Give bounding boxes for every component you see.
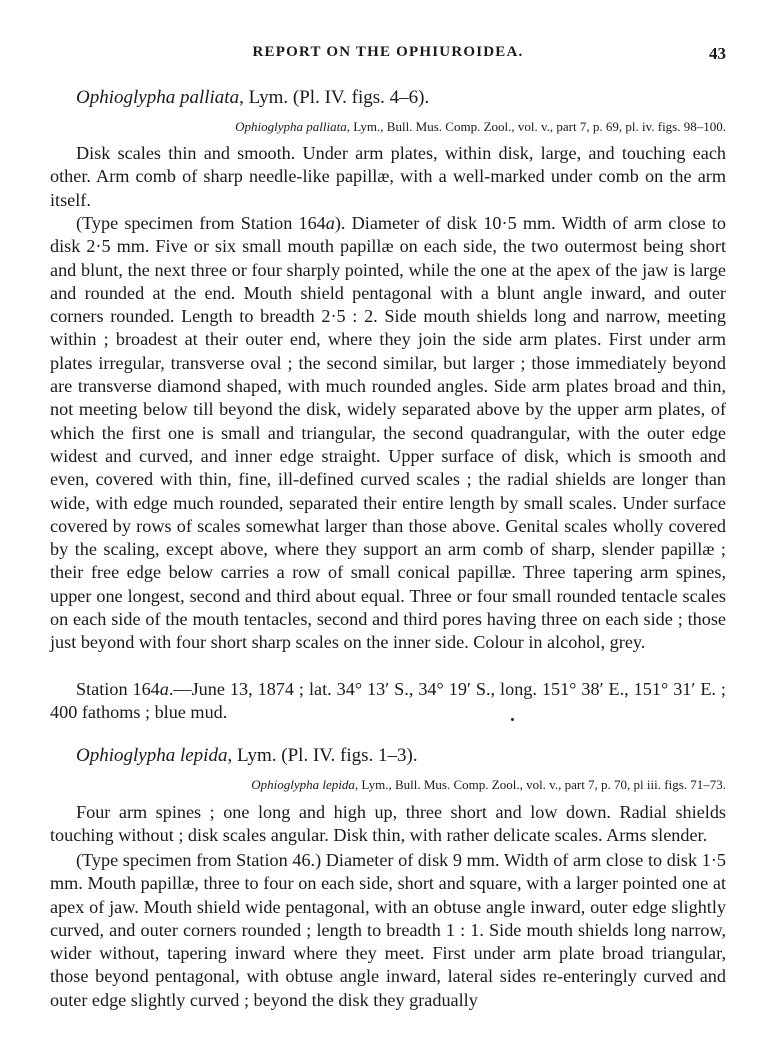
citation-reference: , Lym., Bull. Mus. Comp. Zool., vol. v., part 7, p. 69, pl. iv. figs. 98–100. <box>346 119 726 134</box>
species-author-ref: , Lym. (Pl. IV. figs. 4–6). <box>239 87 430 108</box>
species-author-ref: , Lym. (Pl. IV. figs. 1–3). <box>227 745 418 766</box>
description-palliata <box>50 212 726 655</box>
description-open: (Type specimen from Station 164 <box>76 213 326 233</box>
citation-reference: , Lym., Bull. Mus. Comp. Zool., vol. v., part 7, p. 70, pl iii. figs. 71–73. <box>354 777 726 792</box>
diagnosis-lepida: Four arm spines ; one long and high up, three short and low down. Radial shields touching without ; disk scales angular. Disk thin, with rather delicate scales. Arms slender. <box>50 802 726 846</box>
description-station-letter: a <box>325 213 335 233</box>
species-name: Ophioglypha lepida <box>76 745 228 766</box>
station-record-palliata <box>50 678 726 725</box>
station-open: Station 164 <box>76 679 160 699</box>
station-letter: a <box>159 679 169 699</box>
description-body: ). Diameter of disk 10·5 mm. Width of arm close to disk 2·5 mm. Five or six small mouth papillæ on each side, the two outermost being short and blunt, the next three or four sharply pointed, while the one at the apex of the jaw is large and rounded at the end. Mouth shield pentagonal with a blunt angle inward, and outer corners rounded. Length to breadth 2·5 : 2. Side mouth shields long and narrow, meeting within ; broadest at their outer end, where they join the side arm plates. First under arm plates irregular, transverse oval ; the second similar, but larger ; those immediately beyond are transverse diamond shaped, with much rounded angles. Side arm plates broad and thin, not meeting below till beyond the disk, widely separated above by the upper arm plates, of which the first one is small and triangular, the second quadrangular, with the outer edge widest and curved, and inner edge straight. Upper surface of disk, which is smooth and even, covered with thin, fine, ill-defined curved scales ; the radial shields are longer than wide, with edge much rounded, separated their entire length by small scales. Under surface covered by rows of scales somewhat larger than those above. Genital scales wholly covered by the scaling, except above, where they support an arm comb of sharp, slender papillæ ; their free edge below carries a row of small conical papillæ. Three tapering arm spines, upper one longest, second and third about equal. Three or four small rounded tentacle scales on each side of the mouth tentacles, second and third pores having three on each side ; those just beyond with four short sharp scales on the inner side. Colour in alcohol, grey. <box>50 213 726 653</box>
description-lepida: (Type specimen from Station 46.) Diameter of disk 9 mm. Width of arm close to disk 1·5 mm. Mouth papillæ, three to four on each side, short and square, with a larger pointed one at apex of jaw. Mouth shield wide pentagonal, with an obtuse angle inward, outer edge slightly curved, and outer corners rounded ; length to breadth 1 : 1. Side mouth shields long narrow, wider without, tapering inward where they meet. First under arm plate broad triangular, those beyond pentagonal, with obtuse angle inward, lateral sides re-enteringly curved and outer edge slightly curved ; beyond the disk they gradually <box>50 850 726 1010</box>
citation-species-name: Ophioglypha lepida <box>251 777 355 792</box>
species-heading-lepida <box>76 744 726 768</box>
running-header <box>50 44 726 66</box>
citation-lepida <box>50 776 726 794</box>
species-heading-palliata <box>76 86 726 110</box>
citation-species-name: Ophioglypha palliata <box>235 119 347 134</box>
species-name: Ophioglypha palliata <box>76 87 240 108</box>
citation-palliata <box>50 118 726 136</box>
page-number: 43 <box>709 44 726 63</box>
station-details: .—June 13, 1874 ; lat. 34° 13′ S., 34° 19′ S., long. 151° 38′ E., 151° 31′ E. ; 400 fathoms ; blue mud. <box>50 679 726 723</box>
diagnosis-palliata: Disk scales thin and smooth. Under arm plates, within disk, large, and touching each other. Arm comb of sharp needle-like papillæ, with a well-marked under comb on the arm itself. <box>50 143 726 210</box>
print-speck <box>511 718 514 721</box>
running-title: REPORT ON THE OPHIUROIDEA. <box>252 44 524 60</box>
